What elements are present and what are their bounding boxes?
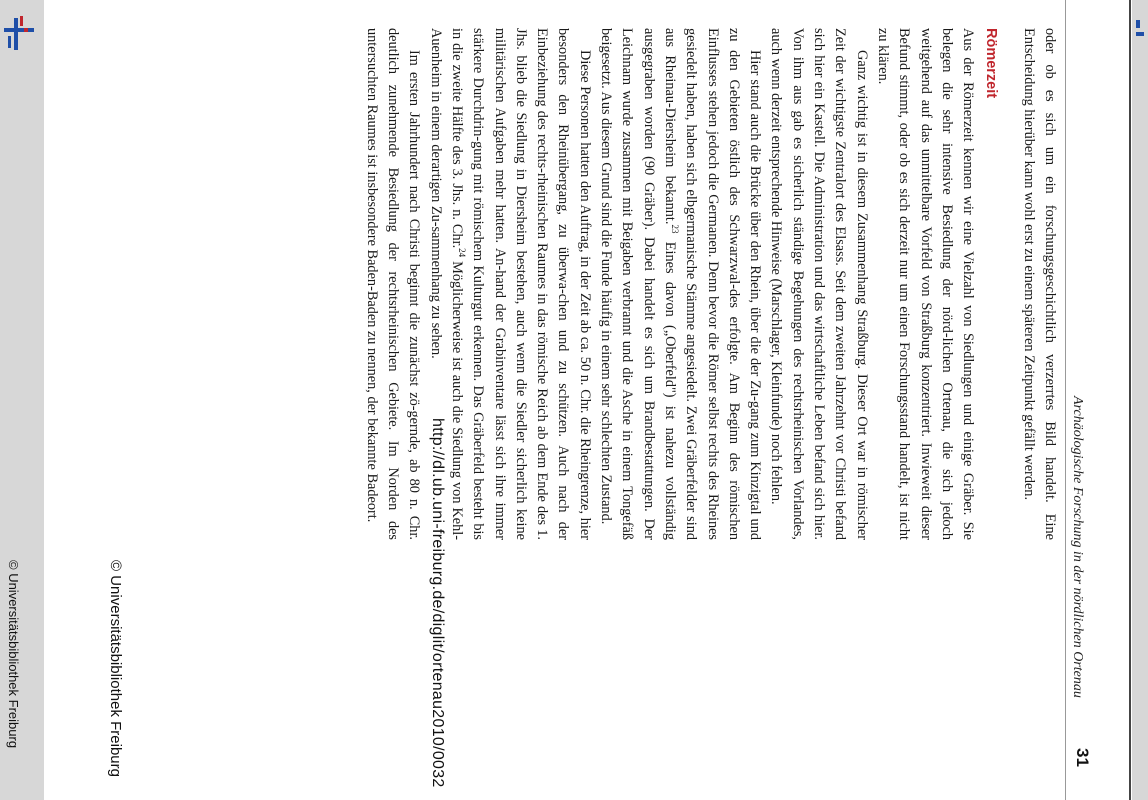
page-number: 31 (1073, 748, 1092, 767)
paragraph-5: Im ersten Jahrhundert nach Christi beginnt die zunächst zö-gernde, ab 80 n. Chr. deutlich zunehmende Besiedlung der rechtsrheinischen Gebiete. Im Norden des untersuchten Raumes ist insbesondere Baden-Baden zu nennen, der bekannte Badeort. (363, 28, 423, 540)
page-body (361, 28, 1061, 540)
paragraph-4-text-b: Möglicherweise ist auch die Siedlung von Kehl-Auenheim in einem derartigen Zu-sammenhang zu sehen. (427, 28, 465, 541)
section-heading: Römerzeit (983, 28, 1000, 99)
paragraph-4-text-a: Diese Personen hatten den Auftrag, in der Zeit ab ca. 50 n. Chr. die Rheingrenze, hier besonders den Rheinübergang, zu überwa-chen und zu schützen. Auch nach der Einbeziehung des rechts-rheinischen Raumes in das römische Reich ab dem Ende des 1. Jhs. blieb die Siedlung in Diersheim bestehen, auch wenn die Siedler sicherlich keine militärischen Aufgaben mehr hatten. An-hand der Grabinventare lässt sich ihre immer stärkere Durchdrin-gung mit römischem Kulturgut erkennen. Das Gräberfeld besteht bis in die zweite Hälfte des 3. Jhs. n. Chr. (448, 28, 593, 540)
header-rule (1065, 0, 1066, 800)
copyright-edge-notice: © Universitätsbibliothek Freiburg (6, 560, 21, 749)
footnote-ref-23: 23 (669, 224, 680, 234)
paragraph-2: Ganz wichtig ist in diesem Zusammenhang Straßburg. Dieser Ort war in römischer Zeit der wichtigste Zentralort des Elsass. Seit dem zweiten Jahrzehnt vor Christi befand sich hier ein Kastell. Die Administration und das wirtschaftliche Leben befand sich hier. Von ihm aus gab es sicherlich ständige Begehungen des rechtsrheinischen Vorlandes, auch wenn derzeit entsprechende Hinweise (Marschlager, Kleinfunde) noch fehlen. (768, 28, 870, 540)
paragraph-3 (595, 28, 765, 540)
paragraph-1: Aus der Römerzeit kennen wir eine Vielzahl von Siedlungen und einige Gräber. Sie belegen die sehr intensive Besiedlung der nörd-lichen Ortenau, die sich jedoch weitgehend auf das unmittelbare Vorfeld von Straßburg konzentriert. Inwieweit dieser Befund stimmt, oder ob es sich derzeit nur um einen Forschungsstand handelt, ist nicht zu klären. (874, 28, 977, 540)
copyright-notice: © Universitätsbibliothek Freiburg (107, 560, 124, 777)
source-url: http://dl.ub.uni-freiburg.de/diglit/ortenau2010/0032 (429, 418, 446, 788)
paragraph-3-text-a: Hier stand auch die Brücke über den Rhein, über die der Zu-gang zum Kinzigtal und zu den Gebieten östlich des Schwarzwal-des erfolgte. Am Beginn des römischen Einflusses stehen jedoch die Germanen. Denn bevor die Römer selbst rechts des Rheines gesiedelt haben, haben sich elbgermanische Stämme angesiedelt. Zwei Gräberfelder sind aus Rheinau-Diersheim bekannt. (661, 28, 764, 540)
running-head: Archäologische Forschung in der nördlichen Ortenau (1070, 396, 1085, 698)
footnote-ref-24: 24 (456, 248, 467, 258)
intro-paragraph: oder ob es sich um ein forschungsgeschichtlich verzerrtes Bild handelt. Eine Entscheidung hierüber kann wohl erst zu einem späteren Zeitpunkt gefällt werden. (1020, 28, 1058, 540)
paragraph-4 (424, 28, 594, 540)
paragraph-3-text-b: Eines davon („Oberfeld") ist nahezu vollständig ausgegraben worden (90 Gräber). Dabei handelt es sich um Brandbestattungen. Der Leichnam wurde zusammen mit Beigaben verbrannt und die Asche in einem Tongefäß beigesetzt. Aus diesem Grund sind die Funde häufig in einem sehr schlechten Zustand. (598, 28, 678, 540)
